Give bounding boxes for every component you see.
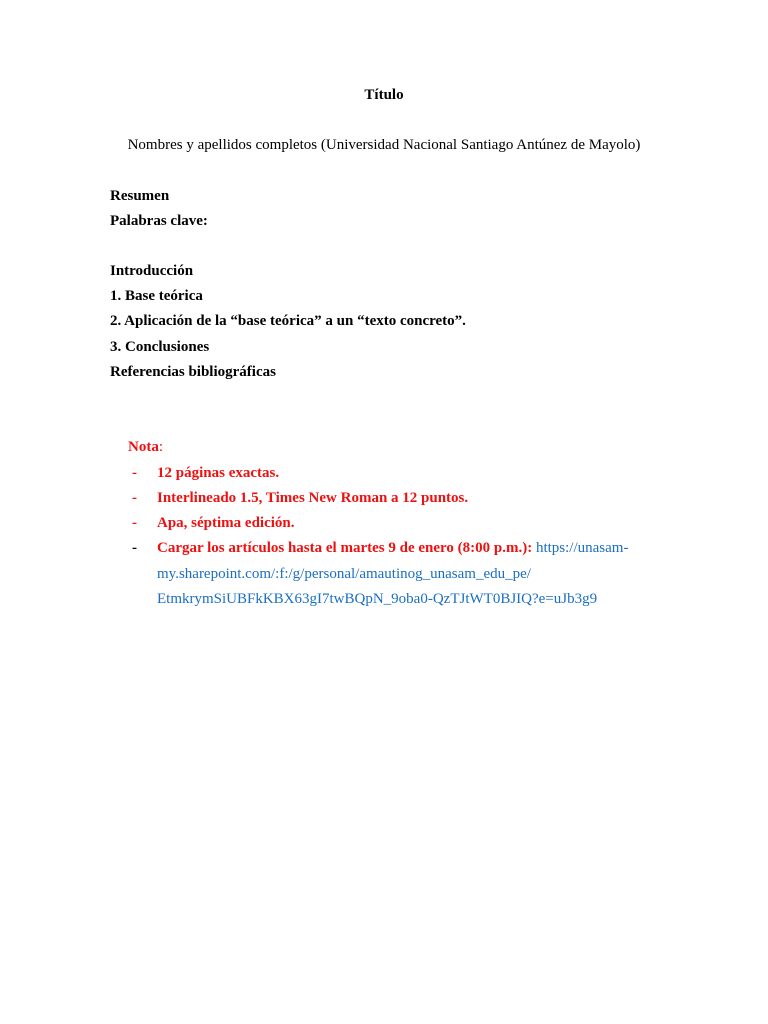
nota-item-text: 12 páginas exactas. xyxy=(157,465,280,481)
section-item-3: 3. Conclusiones xyxy=(110,339,210,355)
section-referencias: Referencias bibliográficas xyxy=(110,364,276,380)
nota-heading xyxy=(128,438,163,456)
upload-link[interactable]: https://unasam- xyxy=(535,540,629,556)
section-item-1: 1. Base teórica xyxy=(110,288,203,304)
section-resumen: Resumen xyxy=(110,188,170,204)
upload-link-continued[interactable]: my.sharepoint.com/:f:/g/personal/amautinog_unasam_edu_pe/ xyxy=(157,566,531,582)
section-introduccion: Introducción xyxy=(110,263,194,279)
nota-item-text: Cargar los artículos hasta el martes 9 de enero (8:00 p.m.): xyxy=(157,540,533,556)
nota-item-text: Interlineado 1.5, Times New Roman a 12 puntos. xyxy=(157,490,469,506)
nota-bullet: - xyxy=(132,515,137,531)
nota-bullet: - xyxy=(132,490,137,506)
nota-item-upload xyxy=(157,539,628,557)
nota-bullet: - xyxy=(132,465,137,481)
section-palabras-clave: Palabras clave: xyxy=(110,213,208,229)
nota-bullet: - xyxy=(132,540,137,556)
nota-colon: : xyxy=(158,439,163,455)
document-authors: Nombres y apellidos completos (Universidad Nacional Santiago Antúnez de Mayolo) xyxy=(127,137,641,153)
section-item-2: 2. Aplicación de la “base teórica” a un “texto concreto”. xyxy=(110,313,466,329)
upload-link-continued[interactable]: EtmkrymSiUBFkKBX63gI7twBQpN_9oba0-QzTJtWT0BJIQ?e=uJb3g9 xyxy=(157,591,598,607)
nota-label: Nota xyxy=(128,439,159,455)
document-title: Título xyxy=(364,87,404,103)
nota-item-text: Apa, séptima edición. xyxy=(157,515,295,531)
